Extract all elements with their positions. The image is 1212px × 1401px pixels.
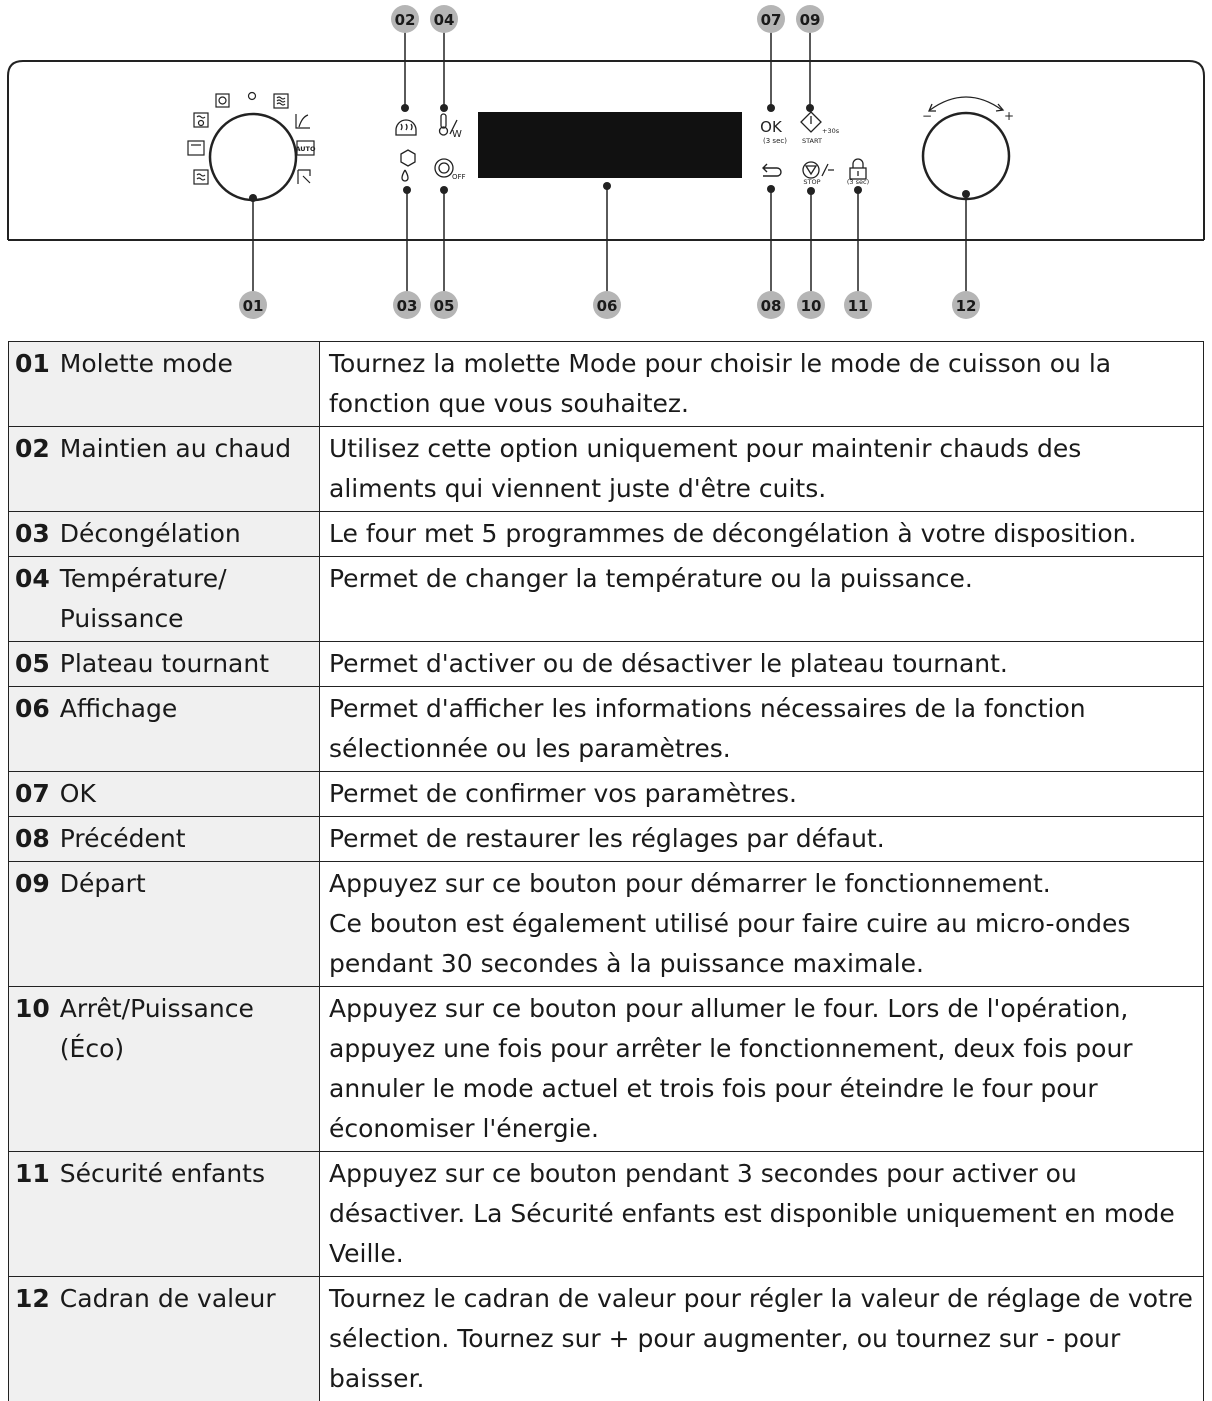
child-lock-button[interactable]	[850, 159, 866, 179]
keep-warm-button[interactable]	[396, 120, 416, 135]
row-description: Permet de confirmer vos paramètres.	[320, 772, 1204, 817]
row-number: 10	[15, 989, 50, 1069]
row-description-line: Ce bouton est également utilisé pour faire cuire au micro-ondes pendant 30 secondes à la puissance maximale.	[329, 904, 1195, 984]
row-description-line: Appuyez sur ce bouton pour démarrer le fonctionnement.	[329, 864, 1195, 904]
row-number: 12	[15, 1279, 50, 1319]
row-number: 09	[15, 864, 50, 904]
callout-04: 04	[434, 11, 455, 29]
legend-table	[8, 341, 1204, 1401]
callout-11: 11	[848, 297, 869, 315]
callout-10: 10	[801, 297, 822, 315]
row-number: 03	[15, 514, 50, 554]
value-dial[interactable]	[923, 113, 1009, 199]
row-number: 05	[15, 644, 50, 684]
row-number: 02	[15, 429, 50, 469]
row-description: Appuyez sur ce bouton pour allumer le four. Lors de l'opération, appuyez une fois pour arrêter le fonctionnement, deux fois pour annuler le mode actuel et trois fois pour éteindre le four pour économiser l'énergie.	[320, 987, 1204, 1152]
row-label: OK	[60, 774, 96, 814]
table-row	[9, 862, 1204, 987]
row-label: Précédent	[60, 819, 186, 859]
value-dial-arc	[930, 97, 1002, 110]
row-label: Plateau tournant	[60, 644, 269, 684]
table-row	[9, 512, 1204, 557]
mode-dial[interactable]	[210, 114, 296, 200]
row-number: 06	[15, 689, 50, 729]
row-label: Décongélation	[60, 514, 241, 554]
row-number: 04	[15, 559, 50, 639]
row-description: Le four met 5 programmes de décongélation à votre disposition.	[320, 512, 1204, 557]
table-row	[9, 557, 1204, 642]
table-row	[9, 427, 1204, 512]
start-plus-label: +30s	[822, 127, 840, 135]
table-row	[9, 342, 1204, 427]
callout-07: 07	[761, 11, 782, 29]
callout-12: 12	[956, 297, 977, 315]
start-button[interactable]	[801, 112, 821, 132]
lock-hold-label: (3 sec)	[847, 178, 869, 186]
table-row	[9, 817, 1204, 862]
start-label: START	[802, 137, 822, 145]
control-panel-diagram	[0, 0, 1212, 330]
w-label: W	[452, 129, 462, 140]
row-label: Arrêt/Puissance (Éco)	[60, 989, 311, 1069]
row-description	[320, 862, 1204, 987]
row-number: 08	[15, 819, 50, 859]
row-description: Tournez la molette Mode pour choisir le mode de cuisson ou la fonction que vous souhaitez.	[320, 342, 1204, 427]
table-row	[9, 1152, 1204, 1277]
callout-08: 08	[761, 297, 782, 315]
callout-09: 09	[800, 11, 821, 29]
table-row	[9, 987, 1204, 1152]
dial-plus-label: +	[1004, 109, 1014, 123]
row-description: Tournez le cadran de valeur pour régler la valeur de réglage de votre sélection. Tournez sur + pour augmenter, ou tournez sur - pour baisser.	[320, 1277, 1204, 1401]
callout-06: 06	[597, 297, 618, 315]
row-label: Température/ Puissance	[60, 559, 311, 639]
table-row	[9, 642, 1204, 687]
row-number: 11	[15, 1154, 50, 1194]
ok-button[interactable]: OK	[760, 118, 783, 136]
row-label: Sécurité enfants	[60, 1154, 265, 1194]
dial-minus-label: −	[922, 109, 932, 123]
table-row	[9, 772, 1204, 817]
row-label: Maintien au chaud	[60, 429, 291, 469]
stop-label: STOP	[803, 178, 820, 186]
display-screen	[478, 112, 742, 178]
defrost-button[interactable]	[401, 150, 415, 181]
row-label: Molette mode	[60, 344, 233, 384]
table-row	[9, 1277, 1204, 1401]
row-description: Utilisez cette option uniquement pour maintenir chauds des aliments qui viennent juste d'être cuits.	[320, 427, 1204, 512]
row-description: Permet de changer la température ou la puissance.	[320, 557, 1204, 642]
row-label: Départ	[60, 864, 146, 904]
row-number: 01	[15, 344, 50, 384]
row-description: Permet d'afficher les informations nécessaires de la fonction sélectionnée ou les paramètres.	[320, 687, 1204, 772]
row-label: Affichage	[60, 689, 177, 729]
callout-05: 05	[434, 297, 455, 315]
auto-label: AUTO	[295, 145, 316, 153]
callout-02: 02	[395, 11, 416, 29]
row-description: Permet d'activer ou de désactiver le plateau tournant.	[320, 642, 1204, 687]
callout-01: 01	[243, 297, 264, 315]
table-row	[9, 687, 1204, 772]
off-label: OFF	[452, 173, 466, 181]
ok-hold-label: (3 sec)	[763, 137, 787, 145]
row-description: Appuyez sur ce bouton pendant 3 secondes pour activer ou désactiver. La Sécurité enfants est disponible uniquement en mode Veille.	[320, 1152, 1204, 1277]
row-number: 07	[15, 774, 50, 814]
row-description: Permet de restaurer les réglages par défaut.	[320, 817, 1204, 862]
callout-03: 03	[397, 297, 418, 315]
stop-button[interactable]	[803, 162, 834, 178]
row-label: Cadran de valeur	[60, 1279, 276, 1319]
back-button[interactable]	[763, 164, 781, 176]
turntable-button[interactable]	[435, 159, 453, 177]
